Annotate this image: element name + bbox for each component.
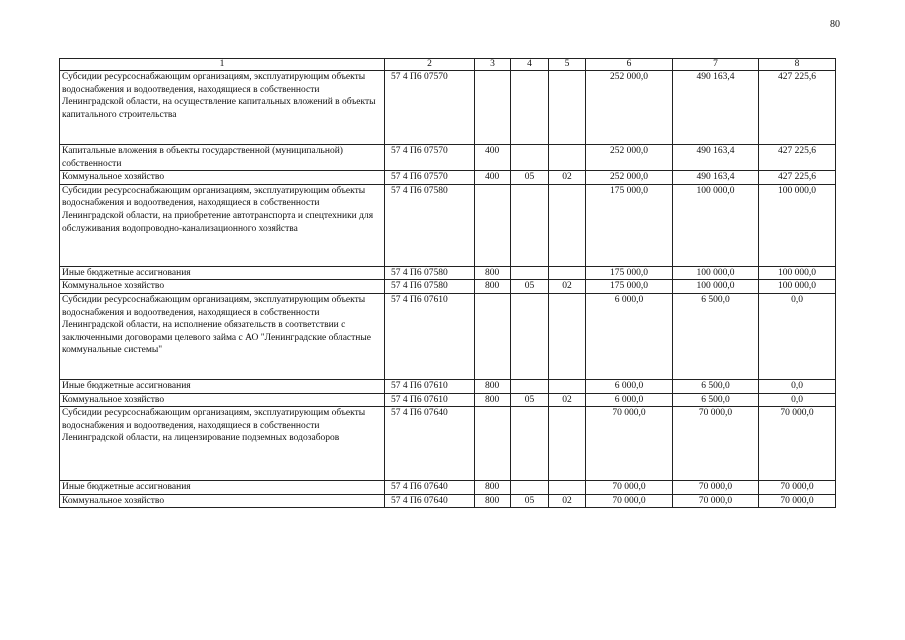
expense-type-cell	[475, 184, 511, 266]
expense-type-cell	[475, 293, 511, 379]
table-row	[60, 280, 836, 294]
amount-year1-cell: 70 000,0	[586, 481, 673, 495]
amount-year3-cell: 70 000,0	[759, 494, 836, 508]
amount-year3-cell: 427 225,6	[759, 171, 836, 185]
budget-table	[59, 58, 836, 508]
amount-year3-cell: 100 000,0	[759, 280, 836, 294]
subsection-cell: 02	[549, 494, 586, 508]
amount-year2-cell: 70 000,0	[673, 407, 759, 481]
expense-type-cell: 800	[475, 266, 511, 280]
amount-year1-cell: 6 000,0	[586, 293, 673, 379]
target-article-code-cell: 57 4 П6 07610	[385, 379, 475, 393]
amount-year2-cell: 70 000,0	[673, 481, 759, 495]
table-row	[60, 407, 836, 481]
row-description-cell: Капитальные вложения в объекты государственной (муниципальной) собственности	[60, 145, 385, 171]
subsection-cell: 02	[549, 393, 586, 407]
expense-type-cell: 800	[475, 494, 511, 508]
subsection-cell	[549, 71, 586, 145]
table-row	[60, 184, 836, 266]
section-cell	[511, 145, 549, 171]
amount-year1-cell: 175 000,0	[586, 184, 673, 266]
amount-year2-cell: 70 000,0	[673, 494, 759, 508]
table-row	[60, 266, 836, 280]
amount-year3-cell: 70 000,0	[759, 407, 836, 481]
table-row	[60, 393, 836, 407]
target-article-code-cell: 57 4 П6 07610	[385, 393, 475, 407]
section-cell	[511, 481, 549, 495]
amount-year2-cell: 490 163,4	[673, 171, 759, 185]
row-description-cell: Иные бюджетные ассигнования	[60, 481, 385, 495]
table-row	[60, 71, 836, 145]
section-cell	[511, 407, 549, 481]
target-article-code-cell: 57 4 П6 07570	[385, 71, 475, 145]
amount-year1-cell: 252 000,0	[586, 171, 673, 185]
subsection-cell	[549, 379, 586, 393]
table-row	[60, 379, 836, 393]
row-description-cell: Субсидии ресурсоснабжающим организациям, эксплуатирующим объекты водоснабжения и водоотведения, находящиеся в собственности Ленинградской области, на осуществление капитальных вложений в объекты капитального строительства	[60, 71, 385, 145]
expense-type-cell: 800	[475, 393, 511, 407]
target-article-code-cell: 57 4 П6 07580	[385, 184, 475, 266]
section-cell	[511, 266, 549, 280]
target-article-code-cell: 57 4 П6 07570	[385, 145, 475, 171]
subsection-cell	[549, 266, 586, 280]
amount-year2-cell: 6 500,0	[673, 379, 759, 393]
section-cell	[511, 379, 549, 393]
target-article-code-cell: 57 4 П6 07570	[385, 171, 475, 185]
header-cell: 3	[475, 59, 511, 71]
amount-year2-cell: 100 000,0	[673, 266, 759, 280]
expense-type-cell: 800	[475, 280, 511, 294]
expense-type-cell: 800	[475, 379, 511, 393]
amount-year1-cell: 6 000,0	[586, 379, 673, 393]
amount-year2-cell: 100 000,0	[673, 184, 759, 266]
row-description-cell: Иные бюджетные ассигнования	[60, 266, 385, 280]
row-description-cell: Иные бюджетные ассигнования	[60, 379, 385, 393]
section-cell: 05	[511, 393, 549, 407]
row-description-cell: Субсидии ресурсоснабжающим организациям, эксплуатирующим объекты водоснабжения и водоотведения, находящиеся в собственности Ленинградской области, на лицензирование подземных водозаборов	[60, 407, 385, 481]
section-cell: 05	[511, 171, 549, 185]
amount-year2-cell: 490 163,4	[673, 145, 759, 171]
amount-year1-cell: 70 000,0	[586, 407, 673, 481]
header-cell: 8	[759, 59, 836, 71]
target-article-code-cell: 57 4 П6 07580	[385, 266, 475, 280]
amount-year3-cell: 100 000,0	[759, 266, 836, 280]
row-description-cell: Субсидии ресурсоснабжающим организациям, эксплуатирующим объекты водоснабжения и водоотведения, находящиеся в собственности Ленинградской области, на исполнение обязательств в соответствии с заключенными договорами целевого займа с АО "Ленинградские областные коммунальные системы"	[60, 293, 385, 379]
subsection-cell	[549, 407, 586, 481]
amount-year3-cell: 0,0	[759, 393, 836, 407]
subsection-cell	[549, 481, 586, 495]
expense-type-cell: 800	[475, 481, 511, 495]
header-cell: 6	[586, 59, 673, 71]
page-number: 80	[830, 19, 840, 30]
header-cell: 5	[549, 59, 586, 71]
target-article-code-cell: 57 4 П6 07640	[385, 494, 475, 508]
amount-year1-cell: 252 000,0	[586, 71, 673, 145]
amount-year3-cell: 100 000,0	[759, 184, 836, 266]
target-article-code-cell: 57 4 П6 07610	[385, 293, 475, 379]
table-header-row	[60, 59, 836, 71]
amount-year3-cell: 70 000,0	[759, 481, 836, 495]
amount-year1-cell: 6 000,0	[586, 393, 673, 407]
section-cell	[511, 71, 549, 145]
section-cell: 05	[511, 494, 549, 508]
target-article-code-cell: 57 4 П6 07640	[385, 407, 475, 481]
subsection-cell	[549, 184, 586, 266]
expense-type-cell: 400	[475, 145, 511, 171]
amount-year2-cell: 100 000,0	[673, 280, 759, 294]
header-cell: 4	[511, 59, 549, 71]
amount-year1-cell: 70 000,0	[586, 494, 673, 508]
table-row	[60, 145, 836, 171]
expense-type-cell	[475, 407, 511, 481]
header-cell: 1	[60, 59, 385, 71]
table-row	[60, 481, 836, 495]
amount-year2-cell: 490 163,4	[673, 71, 759, 145]
header-cell: 2	[385, 59, 475, 71]
amount-year2-cell: 6 500,0	[673, 293, 759, 379]
section-cell	[511, 293, 549, 379]
amount-year1-cell: 252 000,0	[586, 145, 673, 171]
table-row	[60, 494, 836, 508]
expense-type-cell	[475, 71, 511, 145]
subsection-cell	[549, 145, 586, 171]
expense-type-cell: 400	[475, 171, 511, 185]
section-cell: 05	[511, 280, 549, 294]
target-article-code-cell: 57 4 П6 07580	[385, 280, 475, 294]
table-row	[60, 171, 836, 185]
amount-year3-cell: 0,0	[759, 293, 836, 379]
amount-year3-cell: 427 225,6	[759, 71, 836, 145]
target-article-code-cell: 57 4 П6 07640	[385, 481, 475, 495]
row-description-cell: Коммунальное хозяйство	[60, 280, 385, 294]
subsection-cell: 02	[549, 171, 586, 185]
amount-year2-cell: 6 500,0	[673, 393, 759, 407]
amount-year3-cell: 0,0	[759, 379, 836, 393]
header-cell: 7	[673, 59, 759, 71]
amount-year1-cell: 175 000,0	[586, 266, 673, 280]
row-description-cell: Коммунальное хозяйство	[60, 494, 385, 508]
row-description-cell: Коммунальное хозяйство	[60, 393, 385, 407]
table-row	[60, 293, 836, 379]
amount-year1-cell: 175 000,0	[586, 280, 673, 294]
row-description-cell: Субсидии ресурсоснабжающим организациям, эксплуатирующим объекты водоснабжения и водоотведения, находящиеся в собственности Ленинградской области, на приобретение автотранспорта и спецтехники для обслуживания водопроводно-канализационного хозяйства	[60, 184, 385, 266]
subsection-cell: 02	[549, 280, 586, 294]
row-description-cell: Коммунальное хозяйство	[60, 171, 385, 185]
subsection-cell	[549, 293, 586, 379]
amount-year3-cell: 427 225,6	[759, 145, 836, 171]
section-cell	[511, 184, 549, 266]
